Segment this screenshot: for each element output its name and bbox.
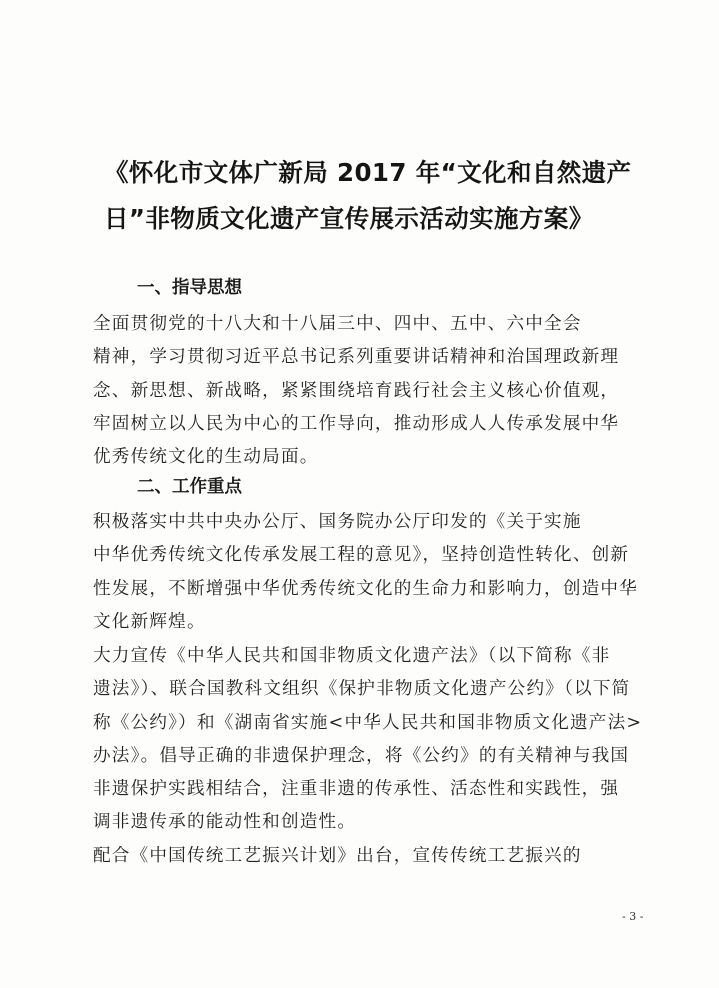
paragraph-line: 积极落实中共中央办公厅、国务院办公厅印发的《关于实施 xyxy=(93,512,582,532)
paragraph-line: 办法》。倡导正确的非遗保护理念，将《公约》的有关精神与我国 xyxy=(93,745,630,766)
paragraph-line: 遗法》）、联合国教科文组织《保护非物质文化遗产公约》（以下简 xyxy=(93,679,631,700)
document-title xyxy=(104,150,644,242)
paragraph-line: 文化新辉煌。 xyxy=(93,611,206,632)
paragraph-line: 牢固树立以人民为中心的工作导向，推动形成人人传承发展中华 xyxy=(93,413,620,434)
paragraph-line: 非遗保护实践相结合，注重非遗的传承性、活态性和实践性，强 xyxy=(93,779,620,800)
paragraph-line: 调非遗传承的能动性和创造性。 xyxy=(93,812,357,833)
section-heading-guiding-ideology: 一、指导思想 xyxy=(137,278,242,298)
section-heading-work-focus: 二、工作重点 xyxy=(137,477,242,497)
paragraph-publicize-laws xyxy=(93,640,653,840)
paragraph-line: 大力宣传《中华人民共和国非物质文化遗产法》（以下简称《非 xyxy=(93,646,611,666)
paragraph-line: 优秀传统文化的生动局面。 xyxy=(93,447,319,468)
title-line: 日”非物质文化遗产宣传展示活动实施方案》 xyxy=(104,204,594,233)
title-line: 《怀化市文体广新局 2017 年“文化和自然遗产 xyxy=(104,158,632,187)
paragraph-line: 念、新思想、新战略，紧紧围绕培育践行社会主义核心价值观， xyxy=(93,380,620,401)
page-number: - 3 - xyxy=(622,910,644,923)
paragraph-line: 配合《中国传统工艺振兴计划》出台，宣传传统工艺振兴的 xyxy=(93,846,582,866)
paragraph-line: 称《公约》）和《湖南省实施<中华人民共和国非物质文化遗产法> xyxy=(93,712,643,733)
paragraph-implement-opinions xyxy=(93,506,653,639)
paragraph-traditional-crafts xyxy=(93,840,653,873)
paragraph-guiding-ideology xyxy=(93,308,653,474)
paragraph-line: 中华优秀传统文化传承发展工程的意见》，坚持创造性转化、创新 xyxy=(93,545,630,566)
paragraph-line: 全面贯彻党的十八大和十八届三中、四中、五中、六中全会 xyxy=(93,314,582,334)
paragraph-line: 性发展，不断增强中华优秀传统文化的生命力和影响力，创造中华 xyxy=(93,578,639,599)
paragraph-line: 精神，学习贯彻习近平总书记系列重要讲话精神和治国理政新理 xyxy=(93,347,620,368)
